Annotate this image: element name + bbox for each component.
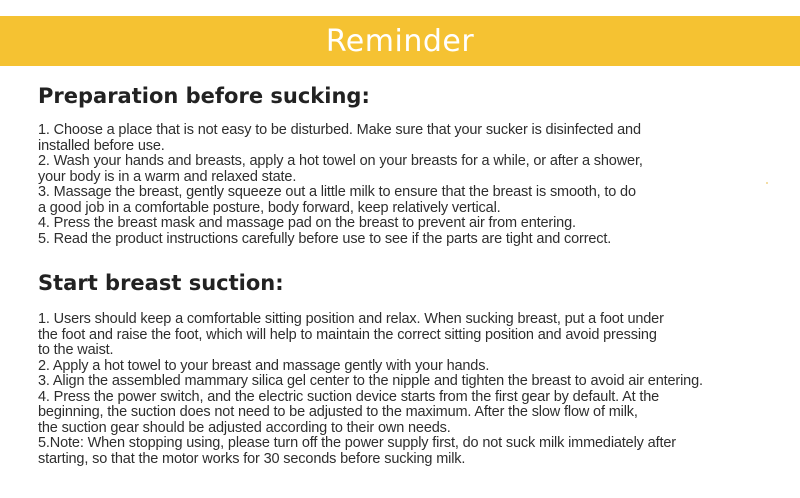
start-suction-line: 4. Press the power switch, and the electric suction device starts from the first gear by default. At the: [38, 388, 660, 405]
preparation-line: 2. Wash your hands and breasts, apply a hot towel on your breasts for a while, or after a shower,: [38, 153, 643, 169]
preparation-line: 3. Massage the breast, gently squeeze out a little milk to ensure that the breast is smooth, to do: [38, 184, 636, 200]
start-suction-steps: [38, 312, 798, 467]
start-suction-heading: Start breast suction:: [38, 271, 284, 295]
preparation-line: a good job in a comfortable posture, body forward, keep relatively vertical.: [38, 199, 501, 216]
preparation-line: 4. Press the breast mask and massage pad on the breast to prevent air from entering.: [38, 215, 576, 231]
preparation-line: 1. Choose a place that is not easy to be disturbed. Make sure that your sucker is disinfected and: [38, 122, 641, 138]
preparation-line: 5. Read the product instructions carefully before use to see if the parts are tight and correct.: [38, 230, 612, 247]
start-suction-line: the foot and raise the foot, which will help to maintain the correct sitting position and avoid pressing: [38, 326, 657, 343]
start-suction-line: beginning, the suction does not need to be adjusted to the maximum. After the slow flow of milk,: [38, 404, 638, 420]
banner-title: Reminder: [325, 23, 475, 59]
preparation-line: your body is in a warm and relaxed state.: [38, 168, 297, 185]
reminder-banner: [0, 16, 800, 66]
start-suction-line: to the waist.: [38, 342, 114, 358]
start-suction-line: 2. Apply a hot towel to your breast and massage gently with your hands.: [38, 357, 490, 374]
start-suction-line: 1. Users should keep a comfortable sitting position and relax. When sucking breast, put a foot under: [38, 311, 664, 327]
preparation-steps: [38, 123, 798, 247]
start-suction-line: starting, so that the motor works for 30 seconds before sucking milk.: [38, 450, 466, 467]
start-suction-line: 5.Note: When stopping using, please turn off the power supply first, do not suck milk immediately after: [38, 435, 676, 451]
start-suction-line: the suction gear should be adjusted according to their own needs.: [38, 419, 451, 436]
preparation-heading: Preparation before sucking:: [38, 84, 370, 108]
start-suction-line: 3. Align the assembled mammary silica gel center to the nipple and tighten the breast to avoid air entering.: [38, 373, 703, 389]
preparation-line: installed before use.: [38, 137, 165, 154]
decorative-dot: [766, 182, 768, 184]
